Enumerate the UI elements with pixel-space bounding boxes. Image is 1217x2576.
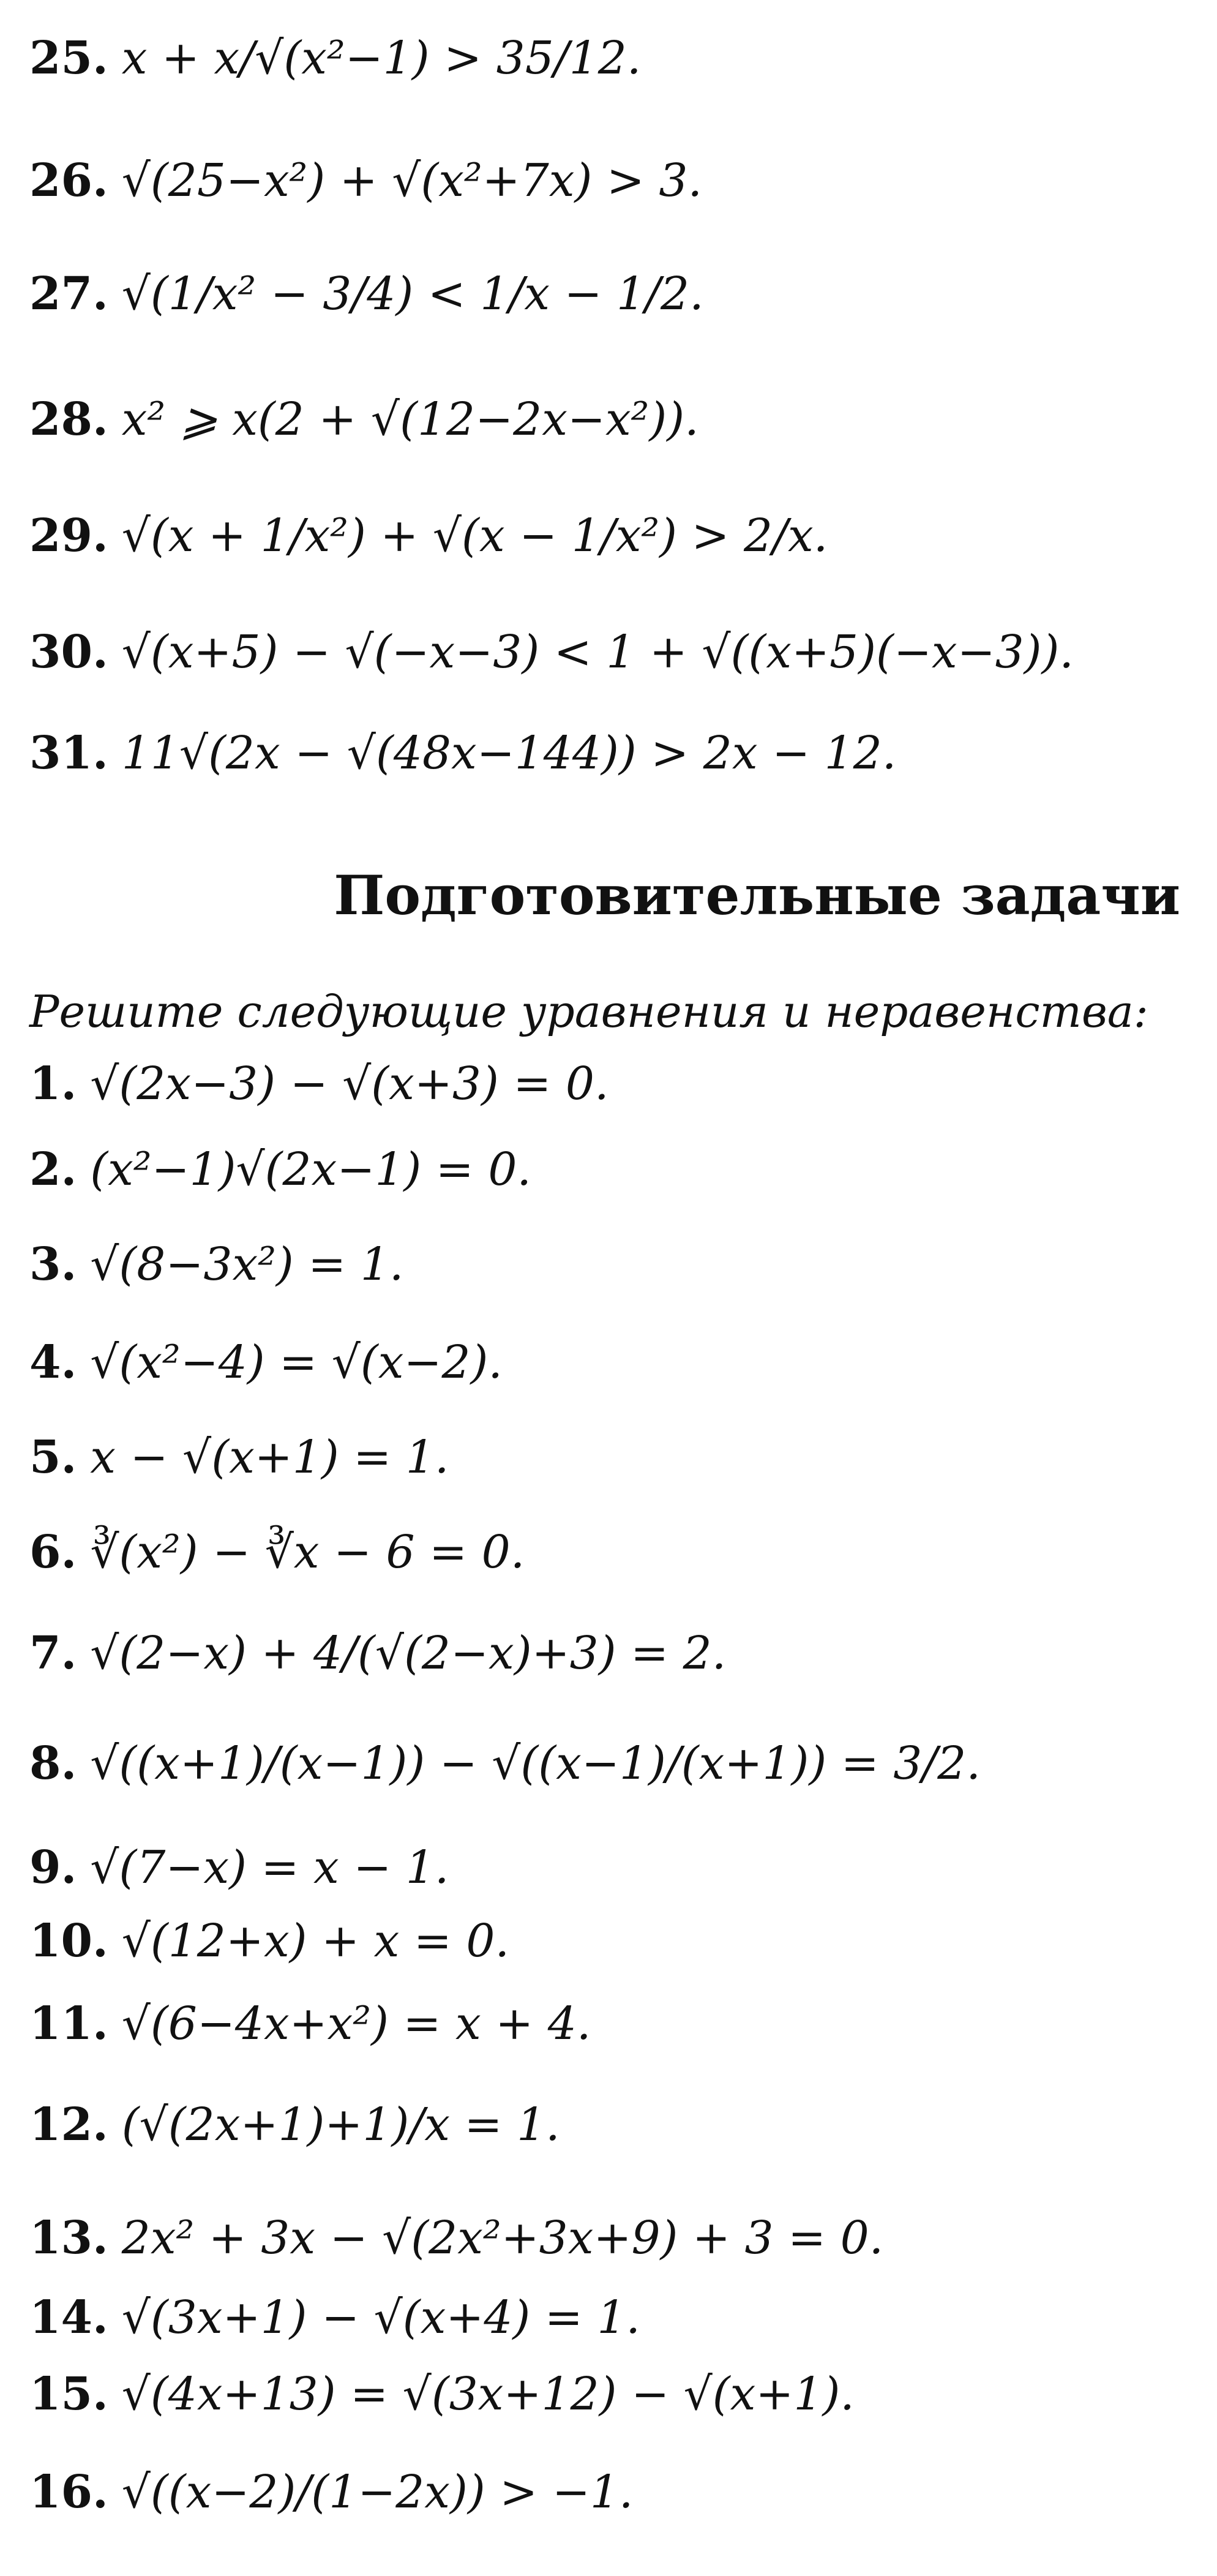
problem-expression: ∛(x²) − ∛x − 6 = 0. (90, 1526, 525, 1579)
problem-expression: √((x+1)/(x−1)) − √((x−1)/(x+1)) = 3/2. (90, 1737, 981, 1790)
problem-4 (29, 1329, 503, 1396)
problem-3 (29, 1231, 403, 1298)
problem-7 (29, 1604, 726, 1702)
problem-29 (29, 490, 828, 582)
problem-expression: √(3x+1) − √(x+4) = 1. (121, 2291, 640, 2344)
problem-expression: √(x²−4) = √(x−2). (90, 1336, 503, 1389)
problem-27 (29, 251, 704, 337)
problem-number: 27. (29, 268, 108, 320)
problem-13 (29, 2204, 883, 2272)
problem-expression: x − √(x+1) = 1. (90, 1431, 449, 1484)
problem-number: 15. (29, 2368, 108, 2420)
problem-number: 25. (29, 32, 108, 84)
problem-expression: √(6−4x+x²) = x + 4. (121, 1997, 591, 2050)
problem-expression: x + x/√(x²−1) > 35/12. (121, 32, 642, 84)
instruction-text: Решите следующие уравнения и неравенства: (29, 986, 1148, 1037)
problem-number: 8. (29, 1737, 77, 1790)
problem-6 (29, 1519, 525, 1586)
problem-expression: 11√(2x − √(48x−144)) > 2x − 12. (121, 727, 897, 779)
problem-16 (29, 2443, 633, 2541)
problem-expression: √(x + 1/x²) + √(x − 1/x²) > 2/x. (121, 509, 828, 562)
problem-number: 30. (29, 626, 108, 678)
problem-number: 16. (29, 2466, 108, 2518)
problem-30 (29, 618, 1074, 686)
problem-number: 29. (29, 509, 108, 562)
problem-expression: √(2x−3) − √(x+3) = 0. (90, 1057, 609, 1110)
problem-9 (29, 1837, 449, 1898)
problem-number: 3. (29, 1238, 77, 1291)
problem-expression: √(12+x) + x = 0. (121, 1915, 509, 1967)
problem-expression: √(4x+13) = √(3x+12) − √(x+1). (121, 2368, 855, 2420)
problem-number: 10. (29, 1915, 108, 1967)
problem-31 (29, 716, 896, 790)
problem-expression: √(7−x) = x − 1. (90, 1841, 449, 1894)
problem-expression: x² ⩾ x(2 + √(12−2x−x²)). (121, 393, 699, 446)
problem-expression: √(8−3x²) = 1. (90, 1238, 404, 1291)
problem-expression: √(2−x) + 4/(√(2−x)+3) = 2. (90, 1627, 727, 1680)
problem-10 (29, 1910, 509, 1972)
problem-expression: (√(2x+1)+1)/x = 1. (121, 2098, 560, 2151)
problem-26 (29, 147, 702, 214)
problem-15 (29, 2364, 855, 2425)
problem-number: 9. (29, 1841, 77, 1894)
problem-expression: √(25−x²) + √(x²+7x) > 3. (121, 154, 703, 207)
problem-11 (29, 1990, 591, 2057)
problem-12 (29, 2076, 560, 2174)
problem-number: 4. (29, 1336, 77, 1389)
problem-expression: 2x² + 3x − √(2x²+3x+9) + 3 = 0. (121, 2212, 884, 2264)
problem-number: 31. (29, 727, 108, 779)
problem-expression: √(1/x² − 3/4) < 1/x − 1/2. (121, 268, 704, 320)
problem-number: 5. (29, 1431, 77, 1484)
section-title: Подготовительные задачи (334, 863, 1180, 927)
problem-number: 28. (29, 393, 108, 446)
problem-expression: √(x+5) − √(−x−3) < 1 + √((x+5)(−x−3)). (121, 626, 1074, 678)
problem-number: 12. (29, 2098, 108, 2151)
problem-2 (29, 1139, 531, 1200)
problem-expression: √((x−2)/(1−2x)) > −1. (121, 2466, 634, 2518)
problem-number: 7. (29, 1627, 77, 1680)
problem-14 (29, 2287, 640, 2348)
problem-number: 26. (29, 154, 108, 207)
problem-8 (29, 1714, 981, 1812)
problem-number: 2. (29, 1143, 77, 1196)
problem-expression: (x²−1)√(2x−1) = 0. (90, 1143, 531, 1196)
problem-number: 1. (29, 1057, 77, 1110)
problem-25 (29, 12, 641, 104)
problem-28 (29, 386, 699, 453)
problem-number: 6. (29, 1526, 77, 1579)
problem-number: 13. (29, 2212, 108, 2264)
problem-number: 11. (29, 1997, 108, 2050)
problem-1 (29, 1053, 608, 1114)
problem-5 (29, 1427, 449, 1488)
problem-number: 14. (29, 2291, 108, 2344)
